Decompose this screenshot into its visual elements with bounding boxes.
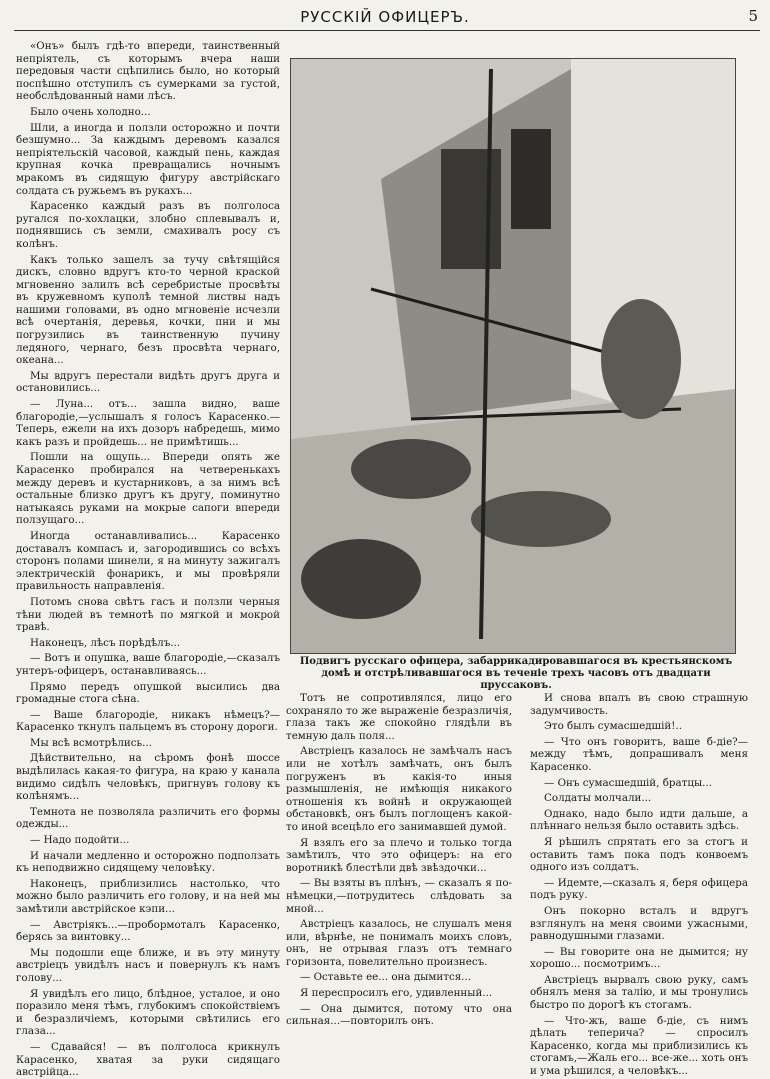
paragraph: — Ваше благородіе, никакъ нѣмецъ?—Карасенко ткнулъ пальцемъ въ сторону дороги. xyxy=(16,708,280,734)
illustration-caption: Подвигъ русскаго офицера, забаррикадировавшагося въ крестьянскомъ домѣ и отстрѣливавшагося въ теченіе трехъ часовъ отъ двадцати пруссаковъ. xyxy=(299,656,733,691)
paragraph: Я рѣшилъ спрятать его за стогъ и оставить тамъ пока подъ конвоемъ одного изъ солдатъ. xyxy=(530,835,748,874)
paragraph: Я взялъ его за плечо и только тогда замѣтилъ, что это офицеръ: на его воротникѣ блестѣли двѣ звѣздочки... xyxy=(286,836,512,874)
paragraph: — Австріякъ...—пробормоталъ Карасенко, берясь за винтовку... xyxy=(16,918,280,944)
text-column-middle xyxy=(286,692,512,1064)
paragraph: — Надо подойти... xyxy=(30,834,130,847)
text-column-right xyxy=(530,692,748,1078)
paragraph: Мы вдругъ перестали видѣть другъ друга и остановились... xyxy=(16,369,280,395)
page-number: 5 xyxy=(748,7,758,25)
paragraph: Мы подошли еще ближе, и въ эту минуту австріецъ увидѣлъ насъ и повернулъ къ намъ голову... xyxy=(16,946,280,984)
paragraph: — Она дымится, потому что она сильная...—повторилъ онъ. xyxy=(286,1002,512,1028)
paragraph: — Сдавайся! — въ полголоса крикнулъ Карасенко, хватая за руки сидящаго австрійца... xyxy=(16,1040,280,1079)
paragraph: Шли, а иногда и ползли осторожно и почти безшумно... За каждымъ деревомъ казался непріятельскій часовой, каждый пень, каждая крупная кочка превращались ночнымъ мракомъ въ сидящую фигуру австрійскаго солдата съ ружьемъ въ рукахъ... xyxy=(16,121,280,197)
paragraph: И начали медленно и осторожно подползать къ неподвижно сидящему человѣку. xyxy=(16,849,280,875)
paragraph: Прямо передъ опушкой высились два громадные стога сѣна. xyxy=(16,680,280,706)
paragraph: «Онъ» былъ гдѣ-то впереди, таинственный непріятель, съ которымъ вчера наши передовыя части сцѣпились было, но который поспѣшно отступилъ съ сумерками за густой, необслѣдованный нами лѣсъ. xyxy=(16,40,280,103)
battle-scene-drawing xyxy=(291,59,735,653)
paragraph: Я переспросилъ его, удивленный... xyxy=(300,987,493,1000)
text-column-left xyxy=(16,40,280,1079)
paragraph: — Онъ сумасшедшій, братцы... xyxy=(544,776,712,789)
paragraph: Австріецъ казалось не замѣчалъ насъ или не хотѣлъ замѣчать, онъ былъ погруженъ въ какія-то иныя размышленія, не имѣющія никакого отношенія къ войнѣ и окружающей обстановкѣ, онъ былъ поглощенъ какой-то иной всецѣло его занимавшей думой. xyxy=(286,745,512,833)
paragraph: Иногда останавливались... Карасенко доставалъ компасъ и, загородившись со всѣхъ сторонъ полами шинели, я на минуту зажигалъ электрическій фонарикъ, и мы провѣряли правильность направленія. xyxy=(16,529,280,593)
paragraph: — Что-жъ, ваше б-діе, съ нимъ дѣлать теперича? — спросилъ Карасенко, когда мы приблизились къ стогамъ,—Жаль его... все-же... хоть онъ и ума рѣшился, а человѣкъ... xyxy=(530,1014,748,1078)
paragraph: — Оставьте ее... она дымится... xyxy=(300,971,472,984)
paragraph: — Вы взяты въ плѣнъ, — сказалъ я по-нѣмецки,—потрудитесь слѣдовать за мной... xyxy=(286,877,512,915)
paragraph: — Что онъ говоритъ, ваше б-діе?—между тѣмъ, допрашивалъ меня Карасенко. xyxy=(530,735,748,773)
paragraph: Потомъ снова свѣтъ гасъ и ползли черныя тѣни людей въ темнотѣ по мягкой и мокрой травѣ. xyxy=(16,595,280,634)
header-rule xyxy=(14,30,760,31)
paragraph: Карасенко каждый разъ въ полголоса ругался по-хохлацки, злобно сплевывалъ и, поднявшись съ земли, смахивалъ росу съ колѣнъ. xyxy=(16,200,280,250)
paragraph: Наконецъ, приблизились настолько, что можно было различить его голову, и на ней мы замѣтили австрійское кэпи... xyxy=(16,877,280,915)
paragraph: Дѣйствительно, на сѣромъ фонѣ шоссе выдѣлилась какая-то фигура, на краю у канала видимо сидѣлъ человѣкъ, пригнувъ голову къ колѣнямъ... xyxy=(16,752,280,803)
paragraph: Какъ только зашелъ за тучу свѣтящійся дискъ, словно вдругъ кто-то черной краской мгновенно залилъ всѣ серебристые просвѣты въ кружевномъ куполѣ темной листвы надъ нашими головами, въ одно мгновеніе исчезли всѣ очертанія, деревья, кочки, пни и мы погрузились въ таинственную пучину ледяного, чернаго, безъ просвѣта чернаго, океана... xyxy=(16,253,280,367)
paragraph: Австріецъ вырвалъ свою руку, самъ обнялъ меня за талію, и мы тронулись быстро по дорогѣ къ стогамъ. xyxy=(530,973,748,1012)
paragraph: Темнота не позволяла различить его формы одежды... xyxy=(16,805,280,831)
paragraph: — Идемте,—сказалъ я, беря офицера подъ руку. xyxy=(530,876,748,902)
paragraph: Было очень холодно... xyxy=(30,105,151,118)
paragraph: Онъ покорно всталъ и вдругъ взглянулъ на меня своими ужасными, равнодушными глазами. xyxy=(530,904,748,943)
paragraph: Я увидѣлъ его лицо, блѣдное, усталое, и оно поразило меня тѣмъ, глубокимъ спокойствіемъ и безразличіемъ, которыми свѣтились его глаза... xyxy=(16,987,280,1038)
paragraph: Тотъ не сопротивлялся, лицо его сохраняло то же выраженіе безразличія, глаза такъ же спокойно глядѣли въ темную даль поля... xyxy=(286,692,512,742)
paragraph: — Вотъ и опушка, ваше благородіе,—сказалъ унтеръ-офицеръ, останавливаясь... xyxy=(16,652,280,677)
paragraph: — Вы говорите она не дымится; ну хорошо... посмотримъ... xyxy=(530,945,748,971)
paragraph: И снова впалъ въ свою страшную задумчивость. xyxy=(530,692,748,717)
paragraph: Пошли на ощупь... Впереди опять же Карасенко пробирался на четверенькахъ между деревъ и кустарниковъ, а за нимъ всѣ остальные близко другъ къ другу, поминутно натыкаясь руками на мокрые сапоги впереди ползущаго... xyxy=(16,451,280,527)
paragraph: Мы всѣ всмотрѣлись... xyxy=(30,736,152,749)
paragraph: Австріецъ казалось, не слушалъ меня или, вѣрнѣе, не понималъ моихъ словъ, онъ, не отрывая глазъ отъ темнаго горизонта, повелительно произнесъ. xyxy=(286,918,512,968)
paragraph: — Луна... отъ... зашла видно, ваше благородіе,—услышалъ я голосъ Карасенко.—Теперь, ежели на ихъ дозоръ набредешь, мимо какъ разъ и пройдешь... не примѣтишь... xyxy=(16,398,280,448)
paragraph: Солдаты молчали... xyxy=(544,792,652,805)
journal-title: РУССКIЙ ОФИЦЕРЪ. xyxy=(300,8,470,26)
illustration xyxy=(290,58,736,654)
paragraph: Наконецъ, лѣсъ порѣдѣлъ... xyxy=(30,636,181,649)
paragraph: Однако, надо было идти дальше, а плѣннаго нельзя было оставить здѣсь. xyxy=(530,807,748,833)
page-header xyxy=(0,0,770,36)
paragraph: Это былъ сумасшедшій!.. xyxy=(544,720,682,733)
